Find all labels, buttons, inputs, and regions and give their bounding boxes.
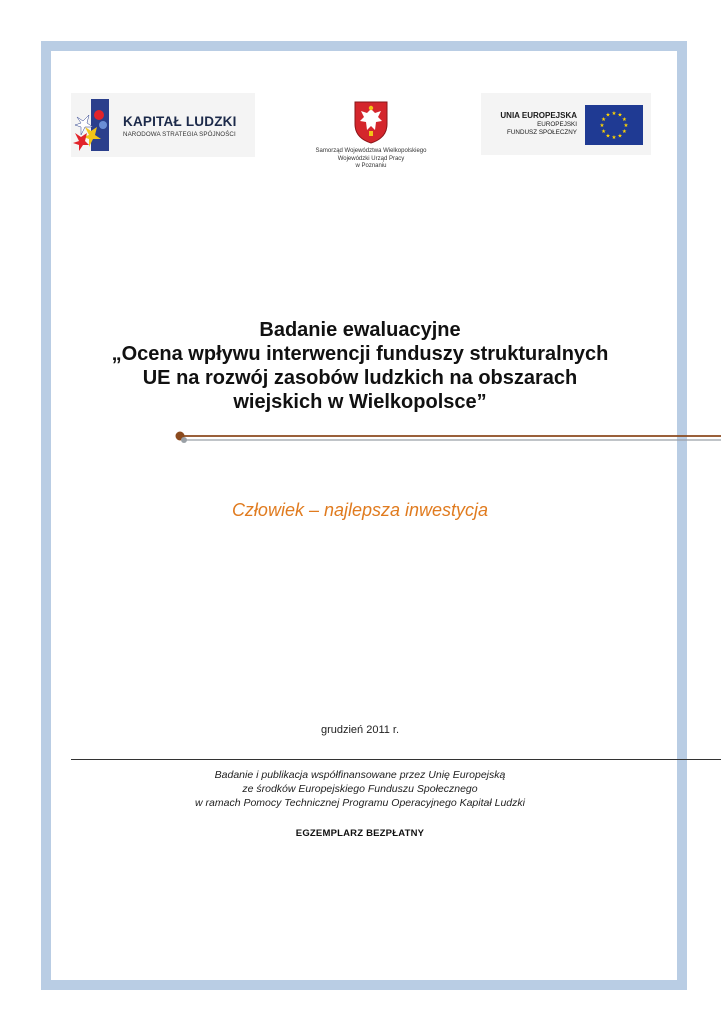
samorzad-line-3: w Poznaniu (355, 163, 387, 169)
eu-star-icon: ★ (605, 112, 611, 119)
kapital-ludzki-emblem-icon (73, 97, 121, 155)
publication-date: grudzień 2011 r. (320, 724, 400, 736)
eu-star-icon: ★ (611, 135, 617, 141)
ue-text-block (500, 111, 577, 137)
title-line-2: „Ocena wpływu interwencji funduszy strukturalnych (111, 343, 609, 365)
eu-star-icon: ★ (601, 117, 607, 123)
unia-europejska-logo (481, 93, 651, 155)
eu-star-icon: ★ (611, 111, 617, 117)
eu-star-icon: ★ (621, 117, 627, 123)
document-title (62, 318, 658, 414)
eu-star-icon: ★ (599, 123, 605, 129)
eu-star-icon: ★ (617, 112, 623, 119)
samorzad-logo (296, 100, 446, 180)
motto-text: Człowiek – najlepsza inwestycja (231, 500, 489, 520)
funding-line-2: ze środków Europejskiego Funduszu Społecznego (242, 783, 478, 795)
funding-line-1: Badanie i publikacja współfinansowane przez Unię Europejską (214, 769, 506, 781)
title-line-3: UE na rozwój zasobów ludzkich na obszarach (142, 367, 578, 389)
wielkopolska-coat-of-arms-icon (353, 100, 389, 144)
decorative-divider-line (174, 431, 721, 445)
eu-star-icon: ★ (621, 129, 627, 135)
title-line-1: Badanie ewaluacyjne (259, 319, 461, 341)
kapital-ludzki-logo (71, 93, 255, 157)
samorzad-line-2: Wojewódzki Urząd Pracy (337, 155, 405, 162)
kapital-ludzki-title: KAPITAŁ LUDZKI (123, 114, 237, 129)
eu-star-icon: ★ (601, 129, 607, 135)
eu-star-icon: ★ (617, 133, 623, 140)
funding-note (62, 768, 658, 810)
footer-divider (71, 759, 721, 760)
funding-line-3: w ramach Pomocy Technicznej Programu Operacyjnego Kapitał Ludzki (195, 797, 525, 809)
eu-star-icon: ★ (623, 123, 629, 129)
kapital-ludzki-subtitle: NARODOWA STRATEGIA SPÓJNOŚCI (123, 131, 236, 138)
eu-flag-icon (585, 105, 643, 145)
ue-title: UNIA EUROPEJSKA (500, 111, 577, 120)
free-copy-label: EGZEMPLARZ BEZPŁATNY (295, 828, 425, 839)
title-line-4: wiejskich w Wielkopolsce” (233, 391, 487, 413)
ue-fund-line-1: EUROPEJSKI (537, 121, 577, 128)
ue-fund-line-2: FUNDUSZ SPOŁECZNY (507, 129, 577, 136)
samorzad-line-1: Samorząd Województwa Wielkopolskiego (315, 148, 427, 154)
eu-star-icon: ★ (605, 133, 611, 140)
